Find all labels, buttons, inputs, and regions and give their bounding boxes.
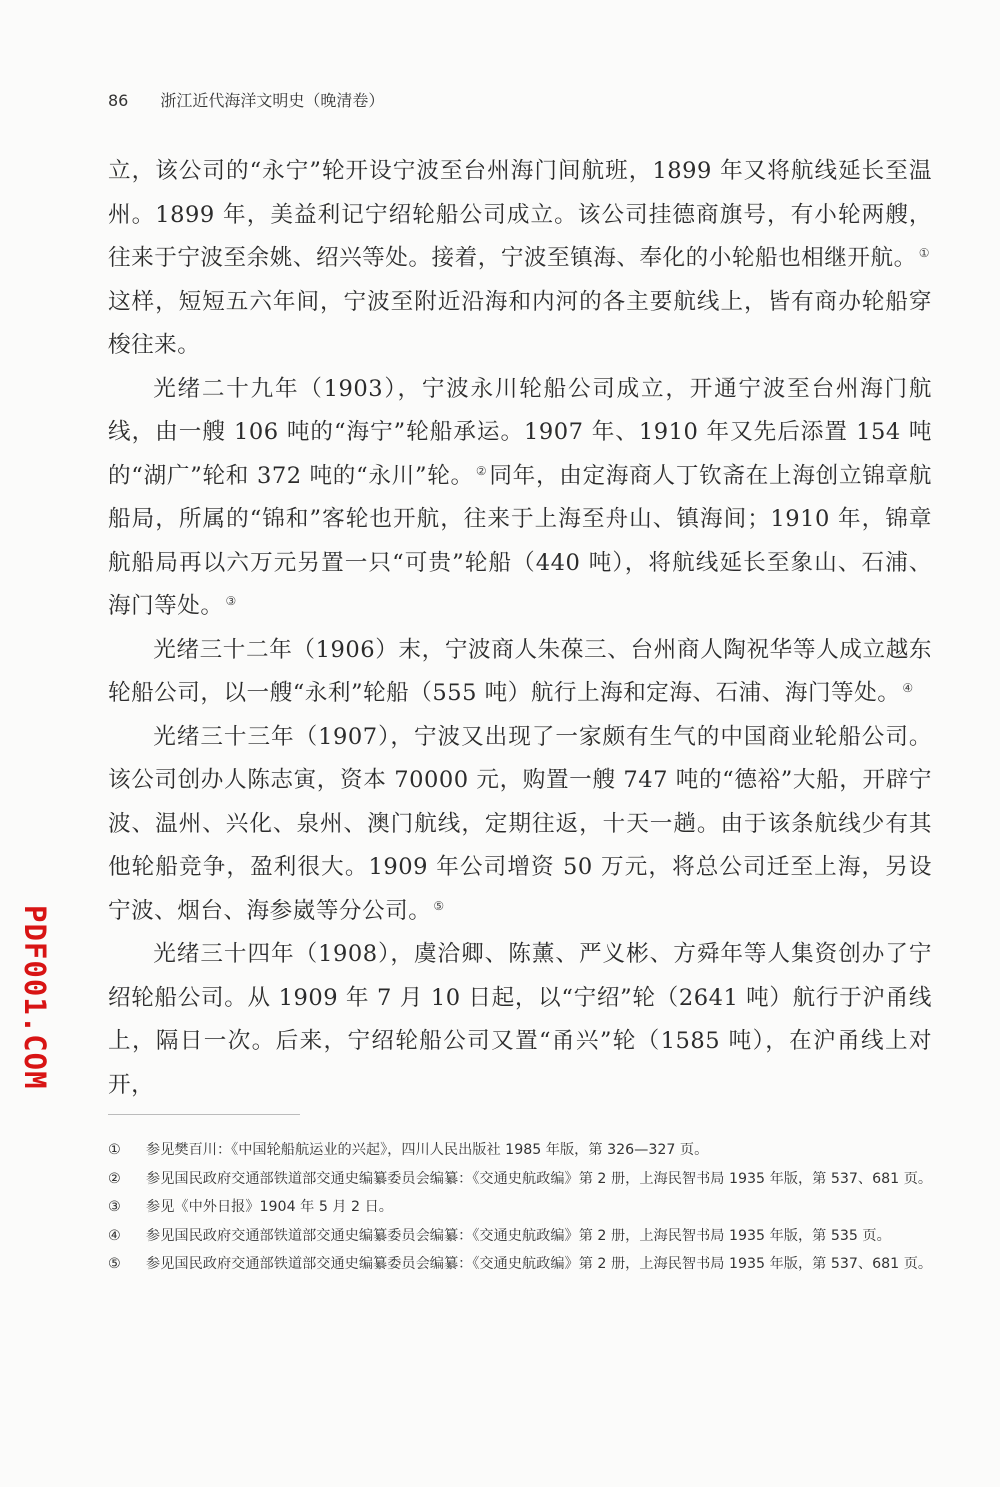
- paragraph-text: 光绪三十二年（1906）末，宁波商人朱葆三、台州商人陶祝华等人成立越东轮船公司，以一艘“永利”轮船（555 吨）航行上海和定海、石浦、海门等处。: [108, 636, 932, 706]
- footnote-text: 参见国民政府交通部铁道部交通史编纂委员会编纂：《交通史航政编》第 2 册，上海民智书局 1935 年版，第 535 页。: [146, 1227, 891, 1244]
- running-header: [108, 88, 384, 111]
- footnote-mark: ③: [108, 1199, 121, 1215]
- footnote-ref-4[interactable]: ④: [902, 681, 914, 695]
- footnote-text: 参见《中外日报》1904 年 5 月 2 日。: [146, 1199, 393, 1215]
- paragraph-2: [108, 368, 932, 629]
- paragraph-text: 光绪三十三年（1907），宁波又出现了一家颇有生气的中国商业轮船公司。该公司创办人陈志寅，资本 70000 元，购置一艘 747 吨的“德裕”大船，开辟宁波、温州、兴化、泉州、澳门航线，定期往返，十天一趟。由于该条航线少有其他轮船竞争，盈利很大。1909 年公司增资 50 万元，将总公司迁至上海，另设宁波、烟台、海参崴等分公司。: [108, 723, 932, 924]
- book-title: 浙江近代海洋文明史（晚清卷）: [160, 91, 385, 110]
- footnote-mark: ④: [108, 1227, 121, 1244]
- footnote-2: [108, 1165, 934, 1194]
- footnote-divider: [108, 1114, 300, 1115]
- paragraph-4: [108, 716, 932, 934]
- paragraph-text: 立，该公司的“永宁”轮开设宁波至台州海门间航班，1899 年又将航线延长至温州。1899 年，美益利记宁绍轮船公司成立。该公司挂德商旗号，有小轮两艘，往来于宁波至余姚、绍兴等处。接着，宁波至镇海、奉化的小轮船也相继开航。: [108, 158, 932, 271]
- footnote-3: [108, 1193, 934, 1222]
- footnote-text: 参见国民政府交通部铁道部交通史编纂委员会编纂：《交通史航政编》第 2 册，上海民智书局 1935 年版，第 537、681 页。: [146, 1256, 933, 1272]
- footnote-5: [108, 1250, 934, 1279]
- footnote-ref-2[interactable]: ②: [475, 463, 488, 478]
- paragraph-text-tail: 同年，由定海商人丁钦斋在上海创立锦章航船局，所属的“锦和”客轮也开航，往来于上海至舟山、镇海间；1910 年，锦章航船局再以六万元另置一只“可贵”轮船（440 吨），将航线延长至象山、石浦、海门等处。: [108, 462, 932, 619]
- paragraph-1: [108, 150, 932, 368]
- footnote-mark: ②: [108, 1170, 121, 1187]
- page-number: 86: [108, 91, 129, 110]
- paragraph-5: [108, 933, 932, 1107]
- footnote-text: 参见樊百川：《中国轮船航运业的兴起》，四川人民出版社 1985 年版，第 326—327 页。: [146, 1142, 709, 1158]
- paragraph-3: [108, 629, 932, 716]
- footnote-mark: ①: [108, 1142, 121, 1158]
- footnote-ref-1[interactable]: ①: [918, 246, 930, 260]
- body-text: [108, 150, 932, 1107]
- footnote-text: 参见国民政府交通部铁道部交通史编纂委员会编纂：《交通史航政编》第 2 册，上海民智书局 1935 年版，第 537、681 页。: [146, 1170, 933, 1187]
- watermark: PDF001.COM: [18, 905, 52, 1090]
- paragraph-text: 光绪三十四年（1908），虞洽卿、陈薰、严义彬、方舜年等人集资创办了宁绍轮船公司。从 1909 年 7 月 10 日起，以“宁绍”轮（2641 吨）航行于沪甬线上，隔日一次。后来，宁绍轮船公司又置“甬兴”轮（1585 吨），在沪甬线上对开，: [108, 941, 932, 1098]
- paragraph-text: 光绪二十九年（1903），宁波永川轮船公司成立，开通宁波至台州海门航线，由一艘 106 吨的“海宁”轮船承运。1907 年、1910 年又先后添置 154 吨的“湖广”轮和 372 吨的“永川”轮。: [108, 375, 932, 489]
- paragraph-text-tail: 这样，短短五六年间，宁波至附近沿海和内河的各主要航线上，皆有商办轮船穿梭往来。: [108, 288, 932, 358]
- footnote-1: [108, 1136, 934, 1165]
- footnote-ref-3[interactable]: ③: [225, 594, 237, 608]
- footnote-mark: ⑤: [108, 1256, 121, 1272]
- footnote-ref-5[interactable]: ⑤: [433, 898, 445, 913]
- footnote-4: [108, 1222, 934, 1251]
- footnotes: [108, 1136, 934, 1279]
